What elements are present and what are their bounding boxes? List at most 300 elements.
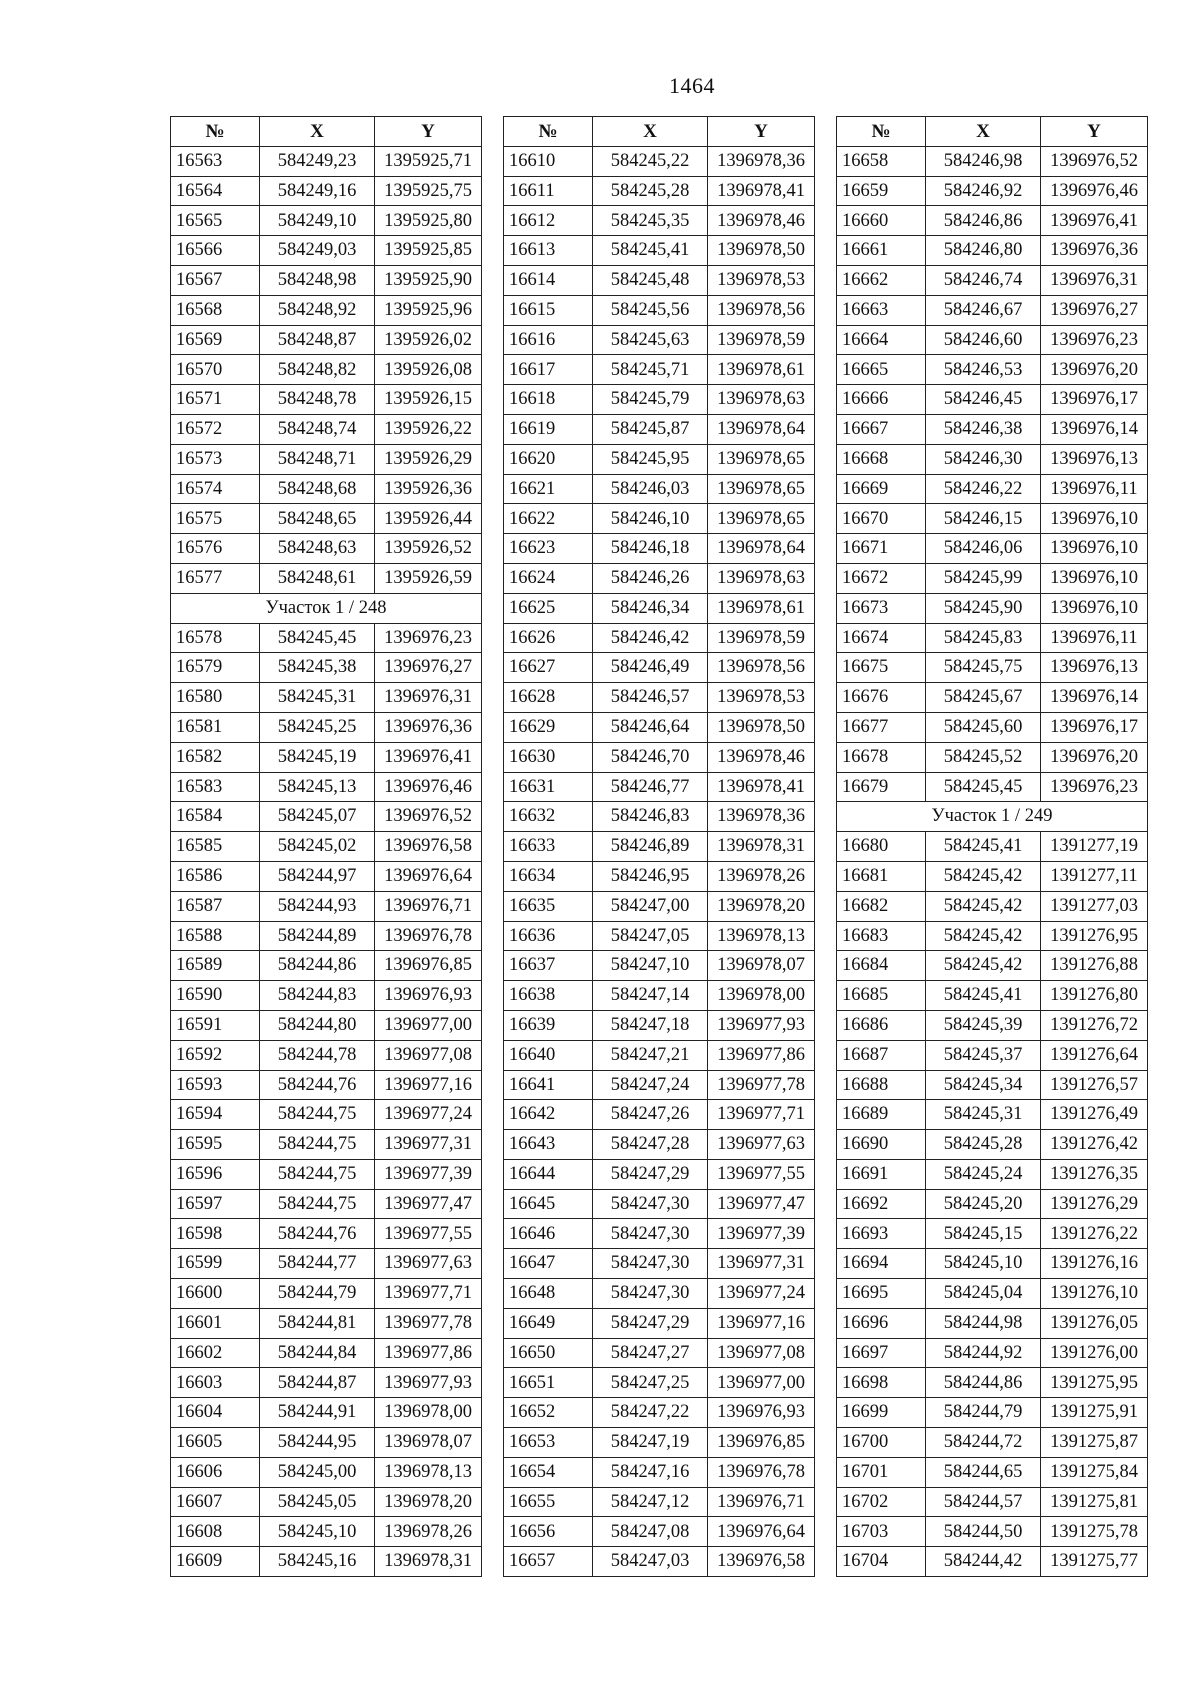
table-row <box>504 653 815 683</box>
x-coordinate: 584246,53 <box>926 355 1041 385</box>
y-coordinate: 1396976,78 <box>708 1457 815 1487</box>
table-row <box>837 653 1148 683</box>
point-number: 16647 <box>504 1249 593 1279</box>
y-coordinate: 1396976,71 <box>375 891 482 921</box>
point-number: 16628 <box>504 683 593 713</box>
point-number: 16672 <box>837 563 926 593</box>
table-row <box>504 742 815 772</box>
y-coordinate: 1396978,61 <box>708 355 815 385</box>
y-coordinate: 1395925,80 <box>375 206 482 236</box>
x-coordinate: 584246,80 <box>926 236 1041 266</box>
table-row <box>171 206 482 236</box>
table-row <box>837 981 1148 1011</box>
x-coordinate: 584246,64 <box>593 712 708 742</box>
point-number: 16614 <box>504 265 593 295</box>
table-row <box>504 325 815 355</box>
point-number: 16572 <box>171 414 260 444</box>
point-number: 16642 <box>504 1100 593 1130</box>
table-row <box>504 265 815 295</box>
y-coordinate: 1396978,65 <box>708 444 815 474</box>
point-number: 16635 <box>504 891 593 921</box>
point-number: 16622 <box>504 504 593 534</box>
y-coordinate: 1396978,20 <box>375 1487 482 1517</box>
table-row <box>171 1219 482 1249</box>
point-number: 16598 <box>171 1219 260 1249</box>
point-number: 16613 <box>504 236 593 266</box>
table-row <box>837 206 1148 236</box>
point-number: 16597 <box>171 1189 260 1219</box>
table-row <box>171 1308 482 1338</box>
table-row <box>504 1249 815 1279</box>
x-coordinate: 584244,79 <box>926 1398 1041 1428</box>
point-number: 16662 <box>837 265 926 295</box>
x-coordinate: 584245,41 <box>593 236 708 266</box>
y-coordinate: 1396977,47 <box>375 1189 482 1219</box>
x-coordinate: 584246,45 <box>926 385 1041 415</box>
table-row <box>837 683 1148 713</box>
x-coordinate: 584245,31 <box>926 1100 1041 1130</box>
y-coordinate: 1391277,11 <box>1041 861 1148 891</box>
table-row <box>837 444 1148 474</box>
x-coordinate: 584245,48 <box>593 265 708 295</box>
y-coordinate: 1391276,64 <box>1041 1040 1148 1070</box>
y-coordinate: 1396976,27 <box>1041 295 1148 325</box>
point-number: 16575 <box>171 504 260 534</box>
x-coordinate: 584247,25 <box>593 1368 708 1398</box>
x-coordinate: 584245,60 <box>926 712 1041 742</box>
table-row <box>504 176 815 206</box>
point-number: 16693 <box>837 1219 926 1249</box>
point-number: 16603 <box>171 1368 260 1398</box>
x-coordinate: 584248,82 <box>260 355 375 385</box>
x-coordinate: 584246,18 <box>593 534 708 564</box>
table-row <box>171 1249 482 1279</box>
point-number: 16653 <box>504 1428 593 1458</box>
x-coordinate: 584246,70 <box>593 742 708 772</box>
point-number: 16612 <box>504 206 593 236</box>
point-number: 16623 <box>504 534 593 564</box>
x-coordinate: 584245,87 <box>593 414 708 444</box>
x-coordinate: 584244,72 <box>926 1428 1041 1458</box>
table-row <box>171 891 482 921</box>
y-coordinate: 1396978,31 <box>375 1547 482 1577</box>
point-number: 16652 <box>504 1398 593 1428</box>
y-coordinate: 1396976,13 <box>1041 444 1148 474</box>
x-coordinate: 584245,25 <box>260 712 375 742</box>
table-row <box>837 1308 1148 1338</box>
table-row <box>504 1010 815 1040</box>
x-coordinate: 584245,39 <box>926 1010 1041 1040</box>
y-coordinate: 1391276,72 <box>1041 1010 1148 1040</box>
table-row <box>171 1428 482 1458</box>
point-number: 16590 <box>171 981 260 1011</box>
point-number: 16689 <box>837 1100 926 1130</box>
table-row <box>504 1428 815 1458</box>
table-row <box>837 742 1148 772</box>
table-row <box>837 265 1148 295</box>
header-x: X <box>260 117 375 147</box>
point-number: 16679 <box>837 772 926 802</box>
point-number: 16644 <box>504 1159 593 1189</box>
table-row <box>504 1100 815 1130</box>
x-coordinate: 584245,34 <box>926 1070 1041 1100</box>
table-row <box>504 146 815 176</box>
x-coordinate: 584244,95 <box>260 1428 375 1458</box>
header-y: Y <box>708 117 815 147</box>
y-coordinate: 1395925,75 <box>375 176 482 206</box>
y-coordinate: 1396978,59 <box>708 325 815 355</box>
point-number: 16611 <box>504 176 593 206</box>
y-coordinate: 1396978,61 <box>708 593 815 623</box>
table-row <box>837 832 1148 862</box>
y-coordinate: 1391276,95 <box>1041 921 1148 951</box>
x-coordinate: 584244,91 <box>260 1398 375 1428</box>
table-header-row <box>837 117 1148 147</box>
y-coordinate: 1391276,88 <box>1041 951 1148 981</box>
x-coordinate: 584247,29 <box>593 1159 708 1189</box>
y-coordinate: 1396978,07 <box>708 951 815 981</box>
x-coordinate: 584247,05 <box>593 921 708 951</box>
y-coordinate: 1396978,26 <box>375 1517 482 1547</box>
table-row <box>171 772 482 802</box>
point-number: 16681 <box>837 861 926 891</box>
table-row <box>171 1398 482 1428</box>
point-number: 16624 <box>504 563 593 593</box>
point-number: 16697 <box>837 1338 926 1368</box>
x-coordinate: 584246,34 <box>593 593 708 623</box>
x-coordinate: 584248,68 <box>260 474 375 504</box>
y-coordinate: 1396977,55 <box>375 1219 482 1249</box>
y-coordinate: 1396976,58 <box>375 832 482 862</box>
y-coordinate: 1395926,44 <box>375 504 482 534</box>
x-coordinate: 584247,10 <box>593 951 708 981</box>
y-coordinate: 1396978,63 <box>708 563 815 593</box>
table-row <box>504 206 815 236</box>
x-coordinate: 584244,83 <box>260 981 375 1011</box>
point-number: 16595 <box>171 1130 260 1160</box>
point-number: 16585 <box>171 832 260 862</box>
point-number: 16654 <box>504 1457 593 1487</box>
table-row <box>504 1308 815 1338</box>
table-row <box>171 951 482 981</box>
table-row <box>837 1219 1148 1249</box>
table-row <box>171 1517 482 1547</box>
point-number: 16574 <box>171 474 260 504</box>
point-number: 16570 <box>171 355 260 385</box>
table-row <box>171 1368 482 1398</box>
table-row <box>171 921 482 951</box>
x-coordinate: 584244,76 <box>260 1219 375 1249</box>
x-coordinate: 584248,87 <box>260 325 375 355</box>
point-number: 16579 <box>171 653 260 683</box>
table-row <box>837 1338 1148 1368</box>
table-row <box>504 504 815 534</box>
point-number: 16639 <box>504 1010 593 1040</box>
x-coordinate: 584246,15 <box>926 504 1041 534</box>
x-coordinate: 584246,03 <box>593 474 708 504</box>
point-number: 16680 <box>837 832 926 862</box>
y-coordinate: 1396977,63 <box>708 1130 815 1160</box>
point-number: 16682 <box>837 891 926 921</box>
y-coordinate: 1396978,63 <box>708 385 815 415</box>
y-coordinate: 1396978,26 <box>708 861 815 891</box>
x-coordinate: 584244,93 <box>260 891 375 921</box>
table-row <box>837 534 1148 564</box>
y-coordinate: 1396978,64 <box>708 414 815 444</box>
y-coordinate: 1396977,71 <box>708 1100 815 1130</box>
table-row <box>171 355 482 385</box>
table-row <box>504 683 815 713</box>
table-row <box>171 534 482 564</box>
x-coordinate: 584247,27 <box>593 1338 708 1368</box>
y-coordinate: 1396976,27 <box>375 653 482 683</box>
y-coordinate: 1396976,10 <box>1041 504 1148 534</box>
y-coordinate: 1396976,36 <box>375 712 482 742</box>
table-row <box>171 1159 482 1189</box>
point-number: 16625 <box>504 593 593 623</box>
table-row <box>837 1010 1148 1040</box>
x-coordinate: 584245,42 <box>926 861 1041 891</box>
table-row <box>171 1338 482 1368</box>
table-row <box>837 951 1148 981</box>
table-row <box>837 1249 1148 1279</box>
header-x: X <box>593 117 708 147</box>
table-row <box>837 1398 1148 1428</box>
y-coordinate: 1396976,46 <box>1041 176 1148 206</box>
x-coordinate: 584245,56 <box>593 295 708 325</box>
point-number: 16565 <box>171 206 260 236</box>
y-coordinate: 1396976,17 <box>1041 712 1148 742</box>
x-coordinate: 584245,90 <box>926 593 1041 623</box>
y-coordinate: 1396978,56 <box>708 653 815 683</box>
table-row <box>837 176 1148 206</box>
table-row <box>837 1517 1148 1547</box>
x-coordinate: 584247,16 <box>593 1457 708 1487</box>
x-coordinate: 584246,42 <box>593 623 708 653</box>
x-coordinate: 584246,26 <box>593 563 708 593</box>
y-coordinate: 1395926,15 <box>375 385 482 415</box>
y-coordinate: 1396977,31 <box>708 1249 815 1279</box>
x-coordinate: 584244,86 <box>260 951 375 981</box>
y-coordinate: 1396977,00 <box>375 1010 482 1040</box>
x-coordinate: 584244,89 <box>260 921 375 951</box>
point-number: 16573 <box>171 444 260 474</box>
y-coordinate: 1396976,71 <box>708 1487 815 1517</box>
point-number: 16605 <box>171 1428 260 1458</box>
y-coordinate: 1396976,52 <box>375 802 482 832</box>
point-number: 16606 <box>171 1457 260 1487</box>
y-coordinate: 1391277,03 <box>1041 891 1148 921</box>
y-coordinate: 1396978,20 <box>708 891 815 921</box>
y-coordinate: 1396978,36 <box>708 146 815 176</box>
y-coordinate: 1391275,87 <box>1041 1428 1148 1458</box>
x-coordinate: 584245,83 <box>926 623 1041 653</box>
point-number: 16686 <box>837 1010 926 1040</box>
point-number: 16690 <box>837 1130 926 1160</box>
header-x: X <box>926 117 1041 147</box>
point-number: 16586 <box>171 861 260 891</box>
x-coordinate: 584245,13 <box>260 772 375 802</box>
y-coordinate: 1396976,31 <box>375 683 482 713</box>
table-row <box>837 1457 1148 1487</box>
point-number: 16648 <box>504 1279 593 1309</box>
x-coordinate: 584245,02 <box>260 832 375 862</box>
y-coordinate: 1396978,50 <box>708 236 815 266</box>
x-coordinate: 584246,86 <box>926 206 1041 236</box>
table-row <box>171 832 482 862</box>
point-number: 16589 <box>171 951 260 981</box>
table-row <box>171 683 482 713</box>
table-row <box>837 1040 1148 1070</box>
point-number: 16581 <box>171 712 260 742</box>
table-row <box>837 1100 1148 1130</box>
point-number: 16663 <box>837 295 926 325</box>
y-coordinate: 1396976,11 <box>1041 474 1148 504</box>
x-coordinate: 584245,42 <box>926 891 1041 921</box>
y-coordinate: 1396977,63 <box>375 1249 482 1279</box>
point-number: 16566 <box>171 236 260 266</box>
x-coordinate: 584244,50 <box>926 1517 1041 1547</box>
x-coordinate: 584245,24 <box>926 1159 1041 1189</box>
y-coordinate: 1396978,53 <box>708 265 815 295</box>
x-coordinate: 584245,15 <box>926 1219 1041 1249</box>
x-coordinate: 584246,67 <box>926 295 1041 325</box>
x-coordinate: 584247,30 <box>593 1249 708 1279</box>
x-coordinate: 584247,30 <box>593 1279 708 1309</box>
section-label: Участок 1 / 248 <box>171 593 482 623</box>
x-coordinate: 584245,67 <box>926 683 1041 713</box>
table-row <box>837 861 1148 891</box>
point-number: 16641 <box>504 1070 593 1100</box>
point-number: 16643 <box>504 1130 593 1160</box>
table-row <box>171 623 482 653</box>
table-header-row <box>171 117 482 147</box>
table-row <box>504 385 815 415</box>
table-row <box>837 1159 1148 1189</box>
table-row <box>171 1040 482 1070</box>
x-coordinate: 584244,77 <box>260 1249 375 1279</box>
y-coordinate: 1396976,58 <box>708 1547 815 1577</box>
y-coordinate: 1396976,36 <box>1041 236 1148 266</box>
point-number: 16673 <box>837 593 926 623</box>
y-coordinate: 1396978,46 <box>708 742 815 772</box>
table-row <box>171 474 482 504</box>
point-number: 16583 <box>171 772 260 802</box>
point-number: 16604 <box>171 1398 260 1428</box>
x-coordinate: 584245,42 <box>926 921 1041 951</box>
y-coordinate: 1396978,46 <box>708 206 815 236</box>
table-row <box>837 891 1148 921</box>
y-coordinate: 1391275,95 <box>1041 1368 1148 1398</box>
y-coordinate: 1396977,55 <box>708 1159 815 1189</box>
x-coordinate: 584247,22 <box>593 1398 708 1428</box>
y-coordinate: 1396978,64 <box>708 534 815 564</box>
y-coordinate: 1396977,08 <box>375 1040 482 1070</box>
point-number: 16685 <box>837 981 926 1011</box>
y-coordinate: 1396978,41 <box>708 772 815 802</box>
table-row <box>171 1487 482 1517</box>
point-number: 16669 <box>837 474 926 504</box>
table-row <box>504 474 815 504</box>
y-coordinate: 1396978,13 <box>375 1457 482 1487</box>
point-number: 16675 <box>837 653 926 683</box>
y-coordinate: 1396976,41 <box>375 742 482 772</box>
x-coordinate: 584248,71 <box>260 444 375 474</box>
x-coordinate: 584248,65 <box>260 504 375 534</box>
point-number: 16649 <box>504 1308 593 1338</box>
y-coordinate: 1391277,19 <box>1041 832 1148 862</box>
y-coordinate: 1396977,78 <box>375 1308 482 1338</box>
x-coordinate: 584249,10 <box>260 206 375 236</box>
x-coordinate: 584247,18 <box>593 1010 708 1040</box>
x-coordinate: 584247,12 <box>593 1487 708 1517</box>
table-row <box>171 325 482 355</box>
table-row <box>504 1398 815 1428</box>
y-coordinate: 1396976,78 <box>375 921 482 951</box>
table-row <box>504 772 815 802</box>
point-number: 16569 <box>171 325 260 355</box>
y-coordinate: 1396977,00 <box>708 1368 815 1398</box>
y-coordinate: 1391275,91 <box>1041 1398 1148 1428</box>
y-coordinate: 1396977,39 <box>375 1159 482 1189</box>
table-row <box>171 236 482 266</box>
table-row <box>171 444 482 474</box>
table-row <box>837 1279 1148 1309</box>
point-number: 16564 <box>171 176 260 206</box>
x-coordinate: 584247,14 <box>593 981 708 1011</box>
x-coordinate: 584246,10 <box>593 504 708 534</box>
point-number: 16646 <box>504 1219 593 1249</box>
y-coordinate: 1396976,14 <box>1041 414 1148 444</box>
y-coordinate: 1396977,16 <box>375 1070 482 1100</box>
table-row <box>171 802 482 832</box>
x-coordinate: 584244,75 <box>260 1130 375 1160</box>
x-coordinate: 584244,78 <box>260 1040 375 1070</box>
x-coordinate: 584245,41 <box>926 981 1041 1011</box>
x-coordinate: 584246,30 <box>926 444 1041 474</box>
x-coordinate: 584248,63 <box>260 534 375 564</box>
table-row <box>837 772 1148 802</box>
x-coordinate: 584245,05 <box>260 1487 375 1517</box>
y-coordinate: 1395926,02 <box>375 325 482 355</box>
table-row <box>504 1070 815 1100</box>
y-coordinate: 1396977,16 <box>708 1308 815 1338</box>
point-number: 16609 <box>171 1547 260 1577</box>
table-row <box>837 414 1148 444</box>
x-coordinate: 584248,78 <box>260 385 375 415</box>
point-number: 16632 <box>504 802 593 832</box>
point-number: 16684 <box>837 951 926 981</box>
point-number: 16567 <box>171 265 260 295</box>
point-number: 16640 <box>504 1040 593 1070</box>
x-coordinate: 584246,22 <box>926 474 1041 504</box>
x-coordinate: 584245,10 <box>260 1517 375 1547</box>
table-row <box>171 653 482 683</box>
x-coordinate: 584245,52 <box>926 742 1041 772</box>
table-row <box>504 921 815 951</box>
x-coordinate: 584246,77 <box>593 772 708 802</box>
y-coordinate: 1395925,96 <box>375 295 482 325</box>
y-coordinate: 1396976,23 <box>375 623 482 653</box>
point-number: 16588 <box>171 921 260 951</box>
point-number: 16629 <box>504 712 593 742</box>
y-coordinate: 1396976,17 <box>1041 385 1148 415</box>
y-coordinate: 1396978,41 <box>708 176 815 206</box>
point-number: 16580 <box>171 683 260 713</box>
y-coordinate: 1396976,10 <box>1041 563 1148 593</box>
table-row <box>171 712 482 742</box>
x-coordinate: 584249,23 <box>260 146 375 176</box>
